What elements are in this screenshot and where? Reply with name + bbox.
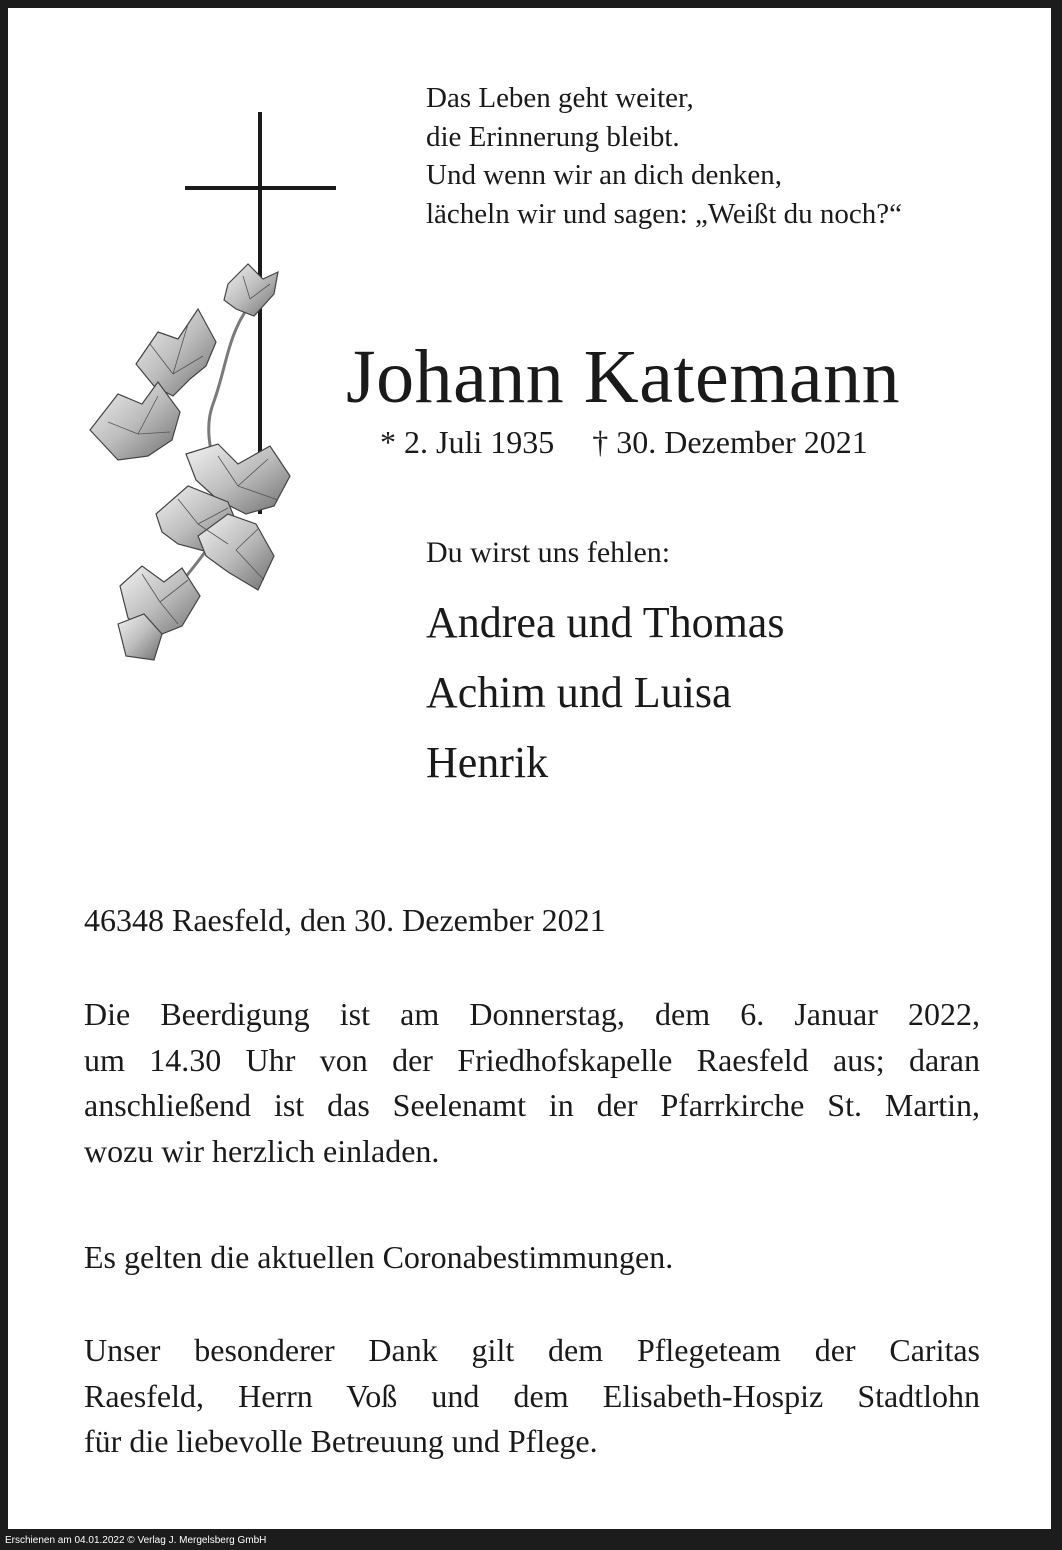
poem-line: Das Leben geht weiter, <box>426 82 694 114</box>
poem-line: die Erinnerung bleibt. <box>426 120 680 153</box>
mourner-name: Achim und Luisa <box>426 668 732 717</box>
funeral-announcement <box>84 992 980 1174</box>
memorial-poem <box>426 79 902 233</box>
life-dates <box>380 422 868 462</box>
birth-date: * 2. Juli 1935 <box>380 424 555 460</box>
obituary-notice <box>8 8 1051 1529</box>
thanks-line: Raesfeld, Herrn Voß und dem Elisabeth-Hospiz Stadtlohn <box>84 1377 980 1414</box>
place-and-date: 46348 Raesfeld, den 30. Dezember 2021 <box>84 902 606 938</box>
mourner-name: Andrea und Thomas <box>426 598 785 647</box>
thanks-line: für die liebevolle Betreuung und Pflege. <box>84 1423 598 1459</box>
publication-footer: Erschienen am 04.01.2022 © Verlag J. Mergelsberg GmbH <box>5 1535 267 1546</box>
funeral-line: anschließend ist das Seelenamt in der Pfarrkirche St. Martin, <box>84 1087 980 1123</box>
mourner-name: Henrik <box>426 738 549 787</box>
funeral-line: Die Beerdigung ist am Donnerstag, dem 6. Januar 2022, <box>84 996 980 1032</box>
death-date: † 30. Dezember 2021 <box>592 424 868 460</box>
cross-with-ivy-icon <box>78 104 348 664</box>
thanks-paragraph <box>84 1328 980 1465</box>
thanks-line: Unser besonderer Dank gilt dem Pflegeteam der Caritas <box>84 1332 980 1368</box>
deceased-name: Johann Katemann <box>346 335 901 419</box>
funeral-line: wozu wir herzlich einladen. <box>84 1132 440 1169</box>
corona-notice: Es gelten die aktuellen Coronabestimmungen. <box>84 1239 674 1275</box>
poem-line: lächeln wir und sagen: „Weißt du noch?“ <box>426 197 902 230</box>
poem-line: Und wenn wir an dich denken, <box>426 159 782 191</box>
funeral-line: um 14.30 Uhr von der Friedhofskapelle Raesfeld aus; daran <box>84 1041 980 1078</box>
mourners-list <box>426 588 784 798</box>
mourners-intro: Du wirst uns fehlen: <box>426 536 671 569</box>
